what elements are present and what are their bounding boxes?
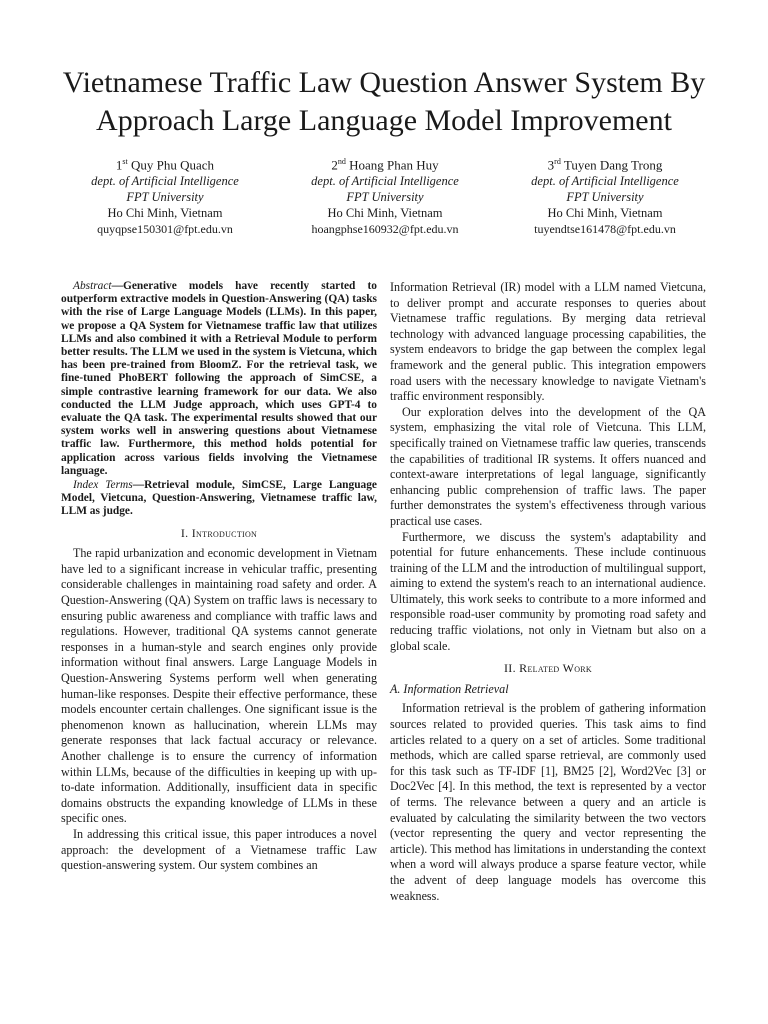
- author-name: 1st Quy Phu Quach: [115, 157, 215, 173]
- author-2: [280, 154, 490, 237]
- author-dept: dept. of Artificial Intelligence: [531, 174, 679, 189]
- right-column: [390, 280, 706, 904]
- section-heading-introduction: I. Introduction: [180, 525, 258, 540]
- paragraph: In addressing this critical issue, this paper introduces a novel approach: the development of a Vietnamese traffic Law question-answering system. Our system combines an: [61, 826, 377, 873]
- section-heading-related-work: II. Related Work: [503, 661, 592, 676]
- abstract: Abstract—Generative models have recently started to outperform extractive models in Question-Answering (QA) tasks with the rise of Large Language Models (LLMs). In this paper, we propose a QA System for Vietnamese traffic law that utilizes LLMs and also combined it with a Retrieval Module to perform better results. The LLM we used in the system is Vietcuna, which has been pre-trained from BloomZ. For the retrieval task, we fine-tuned PhoBERT following the approach of SimCSE, a simple contrastive learning framework for our data. We also conducted the LLM Judge approach, which uses GPT-4 to evaluate the QA task. The experimental results showed that our system works well in answering questions about Vietnamese traffic law. Furthermore, this method holds potential for application across various fields involving the Vietnamese language.: [61, 280, 377, 477]
- author-city: Ho Chi Minh, Vietnam: [107, 206, 223, 221]
- author-city: Ho Chi Minh, Vietnam: [327, 206, 443, 221]
- author-name: 2nd Hoang Phan Huy: [331, 157, 439, 173]
- author-3: [500, 154, 710, 237]
- index-terms: Index Terms—Retrieval module, SimCSE, Large Language Model, Vietcuna, Question-Answering, Vietnamese traffic law, LLM as judge.: [61, 479, 377, 518]
- paragraph: Information retrieval is the problem of gathering information sources related to provided queries. This task aims to find articles related to a query on a set of articles. Some traditional methods, which are called sparse retrieval, are commonly used for this task such as TF-IDF [1], BM25 [2], Word2Vec [3] or Doc2Vec [4]. In this method, the text is represented by a vector of terms. The relevance between a query and an article is evaluated by calculating the similarity between the two vectors (vector representing the query and vector representing the article). This method has limitations in understanding the context when a word will always produce a sparse feature vector, while the advent of deep language models has overcome this weakness.: [390, 701, 706, 903]
- author-dept: dept. of Artificial Intelligence: [311, 174, 459, 189]
- author-block: [60, 154, 710, 237]
- author-email: tuyendtse161478@fpt.edu.vn: [534, 222, 676, 237]
- subsection-heading: A. Information Retrieval: [390, 681, 509, 696]
- author-1: [60, 154, 270, 237]
- paragraph: Information Retrieval (IR) model with a LLM named Vietcuna, to deliver prompt and accurate responses to queries about Vietnamese traffic regulations. By merging data retrieval technology with advanced language processing capabilities, the system endeavors to bridge the gap between the complex legal framework and the general public. This integration empowers road users with the necessary knowledge to navigate Vietnam's traffic environment responsibly.: [390, 280, 706, 404]
- author-city: Ho Chi Minh, Vietnam: [547, 206, 663, 221]
- author-dept: dept. of Artificial Intelligence: [91, 174, 239, 189]
- author-email: hoangphse160932@fpt.edu.vn: [311, 222, 459, 237]
- author-name: 3rd Tuyen Dang Trong: [547, 157, 663, 173]
- author-univ: FPT University: [346, 190, 424, 205]
- paragraph: Our exploration delves into the development of the QA system, emphasizing the vital role of Vietcuna. This LLM, specifically trained on Vietnamese traffic law queries, transcends the capabilities of traditional IR systems. It offers nuanced and context-aware interpretations of legal language, significantly enhancing public comprehension of traffic laws. The paper further demonstrates the system's effectiveness through various practical use cases.: [390, 404, 706, 528]
- author-univ: FPT University: [566, 190, 644, 205]
- paragraph: Furthermore, we discuss the system's adaptability and potential for future enhancements. These include continuous training of the LLM and the introduction of multilingual support, aiming to extend the system's reach to an international audience. Ultimately, this work seeks to contribute to a more informed and responsible road-user community by promoting road safety and reducing traffic violations, not only in Vietnam but also on a global scale.: [390, 529, 706, 653]
- author-email: quyqpse150301@fpt.edu.vn: [97, 222, 233, 237]
- author-univ: FPT University: [126, 190, 204, 205]
- paper-title: Vietnamese Traffic Law Question Answer System By Approach Large Language Model Improvement: [62, 66, 706, 137]
- paragraph: The rapid urbanization and economic development in Vietnam have led to a significant increase in vehicular traffic, presenting considerable challenges in maintaining road safety and order. A Question-Answering (QA) System on traffic laws is necessary to ensuring public awareness and compliance with traffic laws and regulations. However, traditional QA systems cannot generate responses in a human-style and search engines only provide information without final answers. Large Language Models in Question-Answering Systems perform well when generating human-like responses. Despite their effective performance, these models encounter certain challenges. One significant issue is the phenomenon known as hallucination, wherein LLMs may generate responses that lack factual accuracy or relevance. Another challenge is to ensure the currency of information within LLMs, because of the difficulties in keeping up with up-to-date information. Additionally, insufficient data in specific domains obstructs the expanding knowledge of LLMs in these specific ones.: [61, 546, 377, 826]
- left-column: [61, 280, 377, 874]
